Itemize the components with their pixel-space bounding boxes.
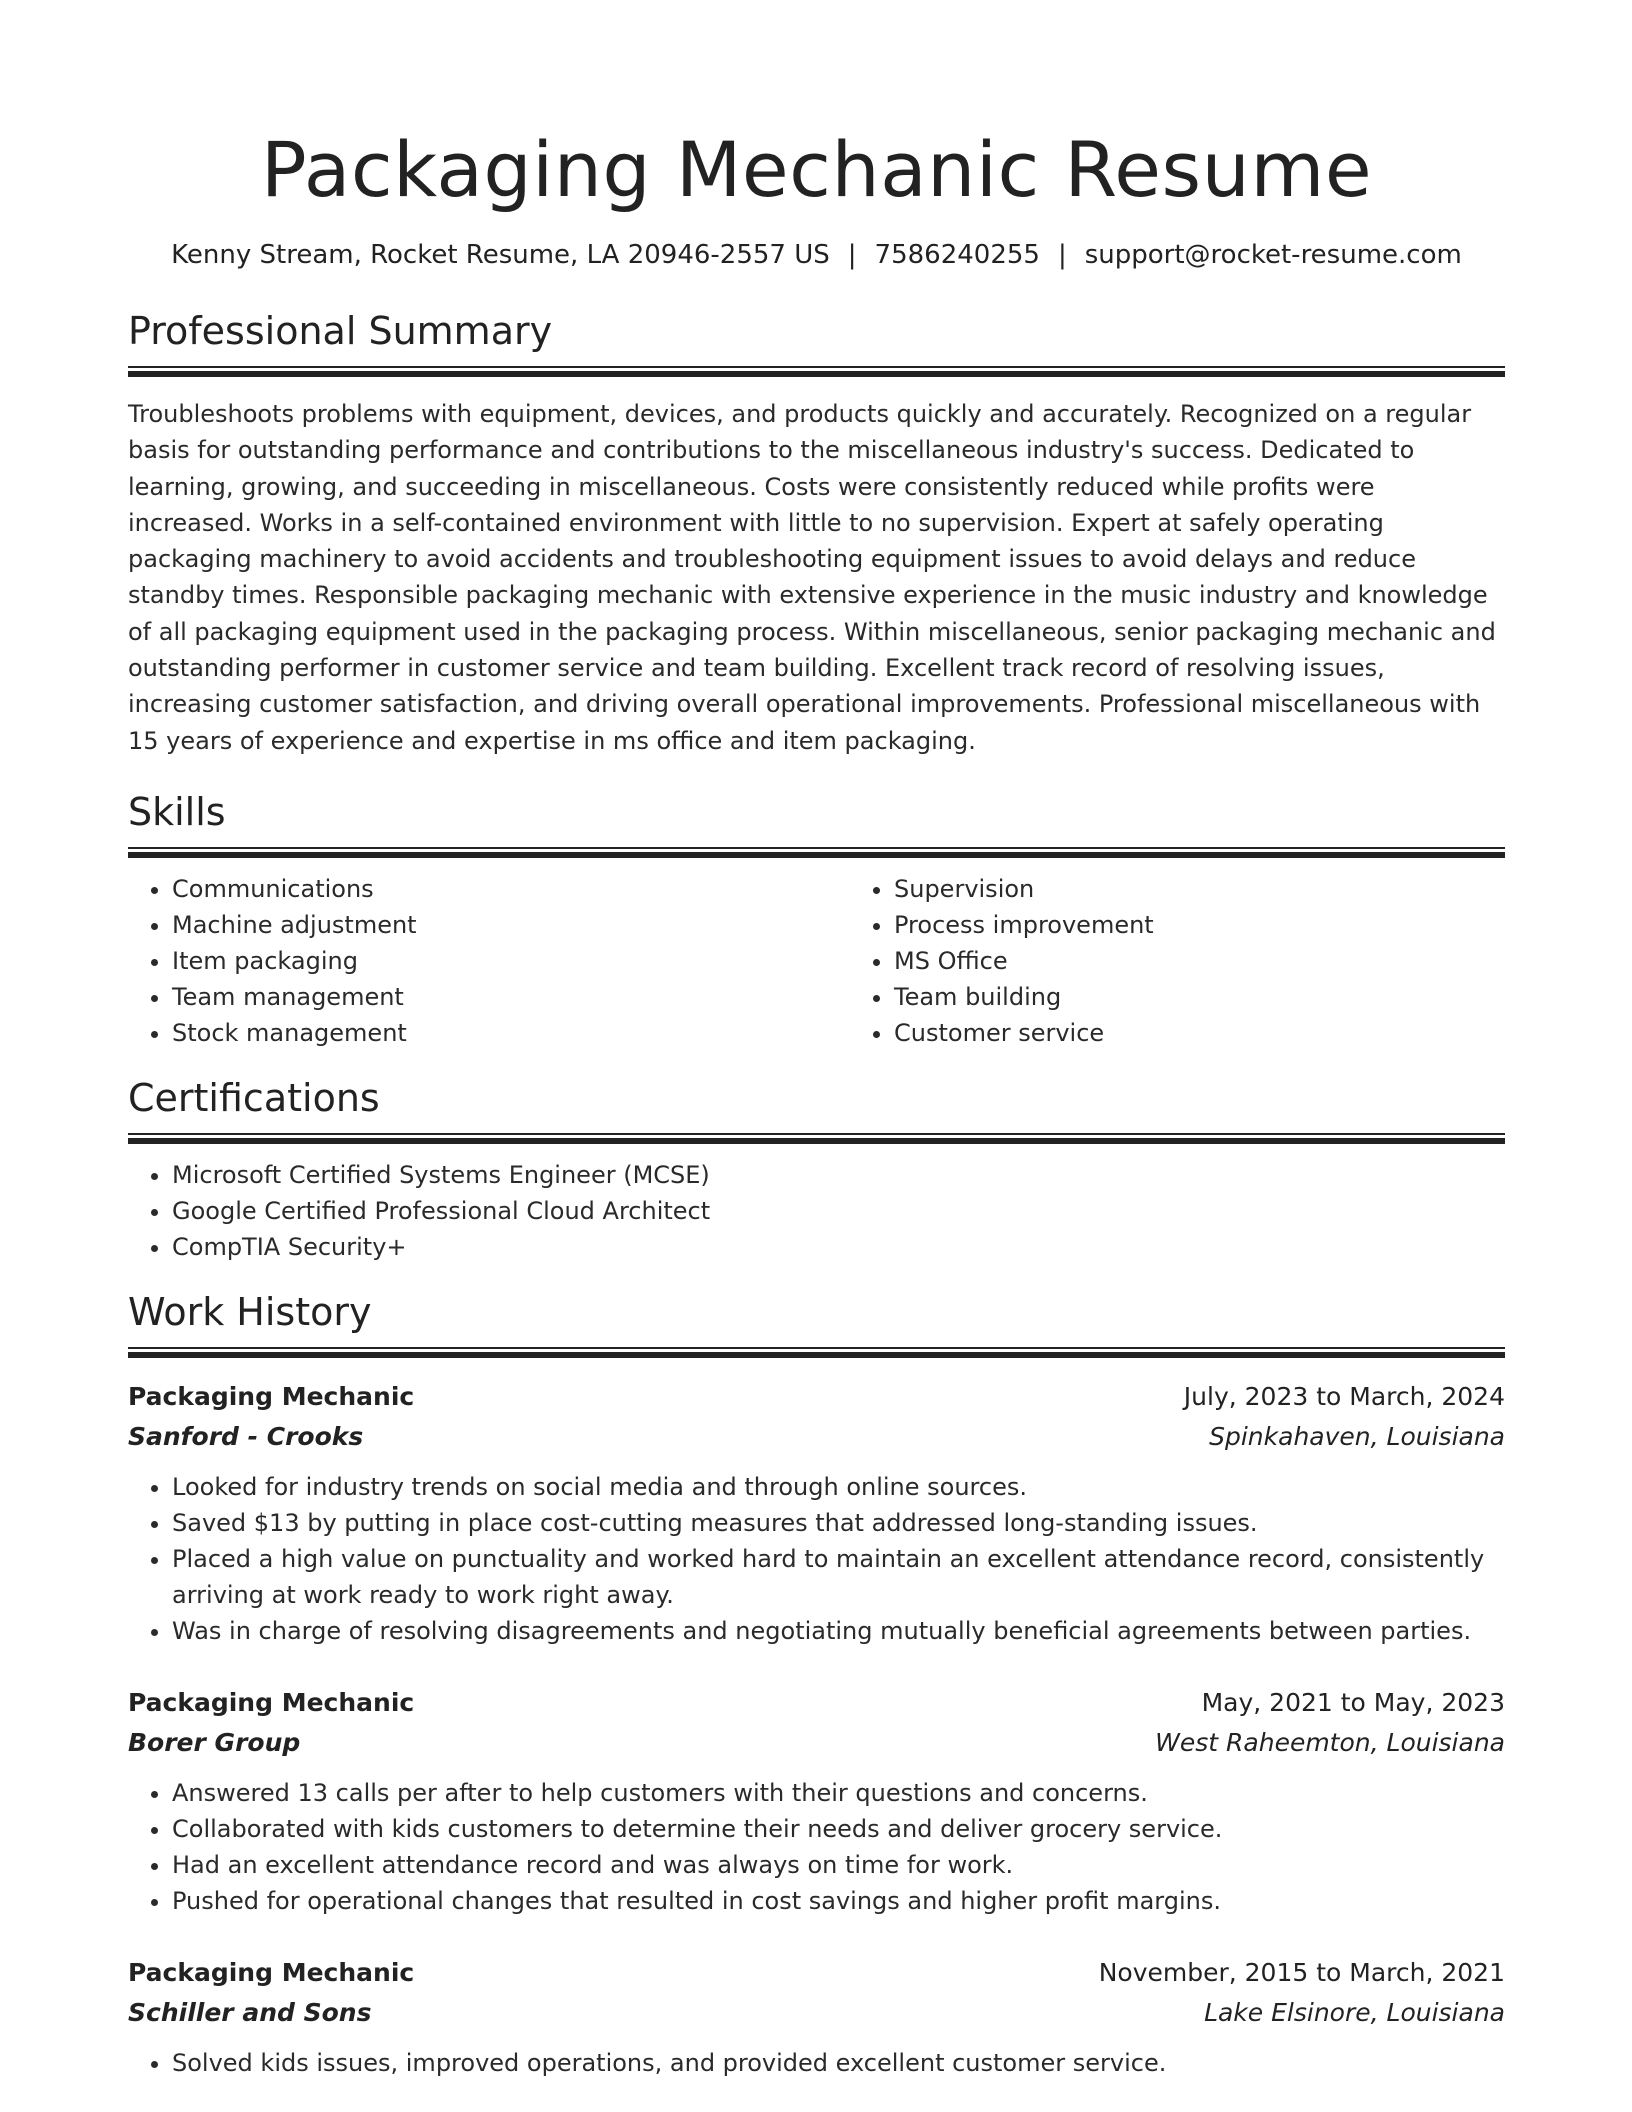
skills-list-right (850, 871, 1572, 1051)
job-bullets (128, 1775, 1505, 1919)
job-bullet: • Saved $13 by putting in place cost-cutting measures that addressed long-standing issues. (172, 1505, 1505, 1541)
skill-item: • MS Office (894, 943, 1572, 979)
job-bullets (128, 2045, 1505, 2081)
job-bullets (128, 1469, 1505, 1649)
contact-separator: | (1057, 240, 1067, 270)
job-company-row (128, 1723, 1505, 1763)
job-company: Sanford - Crooks (128, 1421, 364, 1451)
skill-item: • Team building (894, 979, 1572, 1015)
job-title: Packaging Mechanic (128, 1687, 415, 1717)
contact-address: Kenny Stream, Rocket Resume, LA 20946-2557 US (171, 240, 830, 270)
skill-item: • Stock management (172, 1015, 850, 1051)
job-company-row (128, 1417, 1505, 1457)
contact-separator: | (847, 240, 857, 270)
certification-item: • Google Certified Professional Cloud Architect (172, 1193, 1505, 1229)
job-title: Packaging Mechanic (128, 1957, 415, 1987)
skill-item: • Communications (172, 871, 850, 907)
job-bullet: • Placed a high value on punctuality and worked hard to maintain an excellent attendance record, consistently arriving at work ready to work right away. (172, 1541, 1505, 1613)
resume-title: Packaging Mechanic Resume (260, 125, 1373, 214)
section-divider (128, 1347, 1505, 1357)
job-bullet: • Pushed for operational changes that resulted in cost savings and higher profit margins. (172, 1883, 1505, 1919)
job-dates: May, 2021 to May, 2023 (1201, 1687, 1505, 1717)
job-header-row (128, 1953, 1505, 1993)
certification-item: • CompTIA Security+ (172, 1229, 1505, 1265)
job-entry (128, 1377, 1505, 1649)
job-dates: July, 2023 to March, 2024 (1183, 1381, 1505, 1411)
section-heading-skills: Skills (128, 789, 226, 834)
certifications-section (128, 1069, 1505, 1265)
section-heading-work-history: Work History (128, 1289, 372, 1334)
section-heading-certifications: Certifications (128, 1075, 380, 1120)
job-header-row (128, 1377, 1505, 1417)
skill-item: • Customer service (894, 1015, 1572, 1051)
skill-item: • Team management (172, 979, 850, 1015)
contact-line (128, 238, 1505, 272)
job-company-row (128, 1993, 1505, 2033)
section-divider (128, 366, 1505, 376)
job-bullet: • Answered 13 calls per after to help customers with their questions and concerns. (172, 1775, 1505, 1811)
job-company: Borer Group (128, 1727, 301, 1757)
skills-section (128, 783, 1505, 1051)
job-dates: November, 2015 to March, 2021 (1098, 1957, 1505, 1987)
job-location: West Raheemton, Louisiana (1155, 1727, 1505, 1757)
job-bullet: • Was in charge of resolving disagreements and negotiating mutually beneficial agreements between parties. (172, 1613, 1505, 1649)
skill-item: • Process improvement (894, 907, 1572, 943)
summary-section (128, 302, 1505, 759)
section-divider (128, 847, 1505, 857)
skill-item: • Item packaging (172, 943, 850, 979)
summary-text: Troubleshoots problems with equipment, devices, and products quickly and accurately. Recognized on a regular basis for outstanding performance and contributions to the miscellaneous industry's success. Dedicated to learning, growing, and succeeding in miscellaneous. Costs were consistently reduced while profits were increased. Works in a self-contained environment with little to no supervision. Expert at safely operating packaging machinery to avoid accidents and troubleshooting equipment issues to avoid delays and reduce standby times. Responsible packaging mechanic with extensive experience in the music industry and knowledge of all packaging equipment used in the packaging process. Within miscellaneous, senior packaging mechanic and outstanding performer in customer service and team building. Excellent track record of resolving issues, increasing customer satisfaction, and driving overall operational improvements. Professional miscellaneous with 15 years of experience and expertise in ms office and item packaging. (128, 400, 1496, 755)
job-location: Spinkahaven, Louisiana (1209, 1421, 1505, 1451)
resume-page (128, 0, 1505, 2081)
contact-email: support@rocket-resume.com (1084, 240, 1462, 270)
job-bullet: • Solved kids issues, improved operations, and provided excellent customer service. (172, 2045, 1505, 2081)
skills-grid (128, 871, 1505, 1051)
job-company: Schiller and Sons (128, 1997, 372, 2027)
job-bullet: • Looked for industry trends on social media and through online sources. (172, 1469, 1505, 1505)
job-location: Lake Elsinore, Louisiana (1204, 1997, 1505, 2027)
certification-item: • Microsoft Certified Systems Engineer (MCSE) (172, 1157, 1505, 1193)
job-bullet: • Had an excellent attendance record and was always on time for work. (172, 1847, 1505, 1883)
work-history-section (128, 1283, 1505, 2081)
job-header-row (128, 1683, 1505, 1723)
job-entry (128, 1683, 1505, 1919)
job-bullet: • Collaborated with kids customers to determine their needs and deliver grocery service. (172, 1811, 1505, 1847)
section-heading-summary: Professional Summary (128, 309, 553, 353)
section-divider (128, 1133, 1505, 1143)
job-title: Packaging Mechanic (128, 1381, 415, 1411)
skill-item: • Supervision (894, 871, 1572, 907)
skills-list-left (128, 871, 850, 1051)
certifications-list (128, 1157, 1505, 1265)
contact-phone: 7586240255 (874, 240, 1040, 270)
job-entry (128, 1953, 1505, 2081)
skill-item: • Machine adjustment (172, 907, 850, 943)
